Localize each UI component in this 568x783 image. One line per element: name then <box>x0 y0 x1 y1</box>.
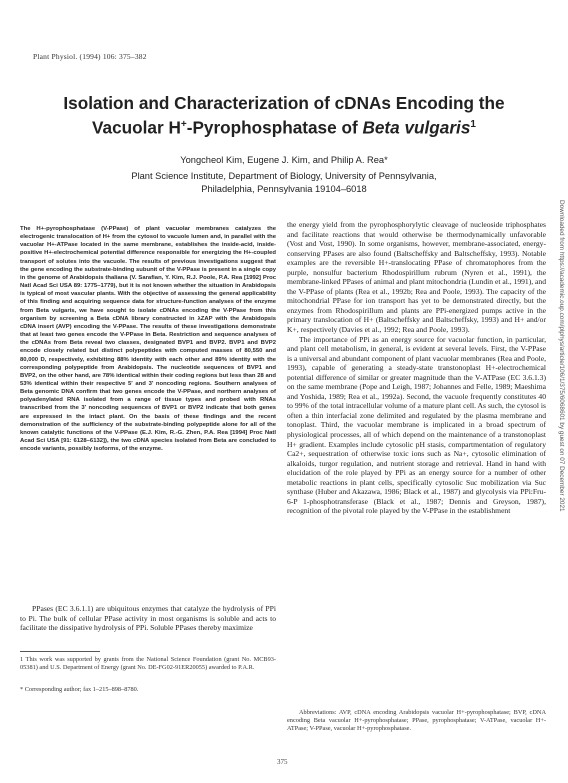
affiliation-line-2: Philadelphia, Pennsylvania 19104–6018 <box>201 184 367 194</box>
right-column <box>287 220 546 516</box>
title-part: -Pyrophosphatase of <box>186 117 363 138</box>
title-footnote-mark: 1 <box>470 119 476 130</box>
title-species: Beta vulgaris <box>362 117 471 138</box>
footnote-rule <box>20 651 100 652</box>
title-part: Vacuolar H <box>92 117 181 138</box>
title-line-1: Isolation and Characterization of cDNAs Encoding the <box>63 93 505 113</box>
right-para-2: The importance of PPi as an energy source for vacuolar function, in particular, and plant cell metabolism, in general, is evident at several levels. First, the V-PPase is a universal and abundant component of plant vacuolar membranes (Rea and Poole, 1993), capable of generating a steady-state transtonoplast H+-electrochemical potential difference of similar or greater magnitude than the V-ATPase (EC 3.6.1.3) on the same membrane (Pope and Leigh, 1987; Johannes and Felle, 1989; Maeshima and Yoshida, 1989; Rea et al., 1992a). Second, the vacuole frequently constitutes 40 to 99% of the total intracellular volume of a mature plant cell. As such, the cytosol is often a thin interfacial zone delimited and regulated by the plasma membrane and tonoplast. Third, the vacuolar membrane is implicated in a broad spectrum of physiological processes, all of which depend on the maintenance of a transtonoplast H+ gradient. Examples include cytosolic pH stasis, compartmentation of regulatory Ca2+, sequestration of otherwise toxic ions such as Na+, cytosolic elimination of alkaloids, turgor regulation, and nutrient storage and retrieval. Hand in hand with elucidation of the role played by PPi as an energy source for a number of other metabolic reactions in plant cells, specifically cytosolic Suc mobilization via Suc synthase (Huber and Akazawa, 1986; Black et al., 1987) and glycolysis via PPi:Fru-6-P 1-phosphotransferase (Black et al., 1987; Dennis and Greyson, 1987), recognition of the pivotal role played by the V-PPase in the establishment <box>287 334 546 516</box>
page-number: 375 <box>277 758 288 766</box>
footnote-funding: 1 This work was supported by grants from the National Science Foundation (grant No. MCB93-05381) and U.S. Department of Energy (grant No. DE-FG02-91ER20055) awarded to P.A.R. <box>20 656 276 672</box>
intro-paragraph: PPases (EC 3.6.1.1) are ubiquitous enzymes that catalyze the hydrolysis of PPi to Pi. The bulk of cellular PPase activity in most organisms is soluble and acts to facilitate the dissipative hydrolysis of PPi. Soluble PPases thereby maximize <box>20 604 276 633</box>
affiliation <box>20 170 548 196</box>
footnote-corresponding: * Corresponding author; fax 1–215–898–8780. <box>20 686 139 693</box>
right-para-1: the energy yield from the pyrophosphorylytic cleavage of nucleoside triphosphates and facilitate reactions that would otherwise be thermodynamically unfavorable (Vost and Vost, 1990). In some organisms, however, membrane-associated, energy-conserving PPases are also found (Baltscheffsky and Baltscheffsky, 1993). Notable examples are the reversible H+-translocating PPase of chromatophores from the purple, nonsulfur bacterium Rhodospirillum rubrum (Nyren et al., 1991), the membrane-linked PPases of animal and plant mitochondria (Lundin et al., 1991), and the V-PPase of plants (Rea et al., 1992b; Rea and Poole, 1993). The capacity of the mitochondrial PPase for ion transport has yet to be demonstrated directly, but the enzymes from Rhodospirillum and plants are PPi-energized pumps active in the primary translocation of H+ (Baltscheffsky and Baltscheffsky, 1993) and H+ and/or K+, respectively (Davies et al., 1992; Rea and Poole, 1993). <box>287 220 546 335</box>
title-line-2 <box>20 114 548 139</box>
running-head: Plant Physiol. (1994) 106: 375–382 <box>33 52 147 61</box>
download-watermark <box>557 200 567 740</box>
download-watermark-text: Downloaded from https://academic.oup.com/plphys/article/106/1/375/6068601 by guest on 07 December 2021 <box>558 200 565 512</box>
abstract: The H+-pyrophosphatase (V-PPase) of plant vacuolar membranes catalyzes the electrogenic translocation of H+ from the cytosol to vacuole lumen and, in parallel with the vacuolar H+-ATPase located in the same membrane, establishes the inside-acid, inside-positive H+-electrochemical potential difference responsible for energizing the H+-coupled transport of solutes into the vacuole. The results of previous investigations suggest that the gene encoding the substrate-binding subunit of the V-PPase is present in a single copy in the genome of Arabidopsis thaliana (V. Sarafian, Y. Kim, R.J. Poole, P.A. Rea [1992] Proc Natl Acad Sci USA 89: 1775–1779), but it is not known whether the situation in Arabidopsis is typical of most vascular plants. With the objective of assessing the general applicability of this finding and acquiring sequence data for structure-function analyses of the enzyme from Beta vulgaris, we have sought to isolate cDNAs encoding the V-PPase from this organism by screening a Beta cDNA library constructed in λZAP with the Arabidopsis cDNA insert (AVP) encoding the V-PPase. The results of these investigations demonstrate that at least two genes encode the V-PPase in Beta. Restriction and sequence analyses of the cDNAs from Beta reveal two classes, designated BVP1 and BVP2. BVP1 and BVP2 encode closely related but distinct polypeptides with computed masses of 80,550 and 80,000 D, respectively, exhibiting 88% identity with each other and 89% identity with the corresponding polypeptide from Arabidopsis. The nucleotide sequences of BVP1 and BVP2, on the other hand, are 78% identical within their coding regions but less than 28 and 53% identical within their respective 5′ and 3′ noncoding regions. Southern analyses of Beta genomic DNA confirm that two genes encode the V-PPase, and northern analyses of polyadenylated RNA isolated from a range of tissue types and probed with RNAs transcribed from the 3′ noncoding sequences of BVP1 or BVP2 indicate that both genes are expressed in the intact plant. On the basis of these findings and the recent demonstration of the sufficiency of the substrate-binding polypeptide alone for all of the known catalytic functions of the V-PPase (E.J. Kim, R.-G. Zhen, P.A. Rea [1994] Proc Natl Acad Sci USA [91: 6128–6132]), the two cDNA species isolated from Beta are concluded to encode variants, possibly isoforms, of the enzyme. <box>20 226 276 453</box>
affiliation-line-1: Plant Science Institute, Department of Biology, University of Pennsylvania, <box>131 171 437 181</box>
abbreviations: Abbreviations: AVP, cDNA encoding Arabidopsis vacuolar H+-pyrophosphatase; BVP, cDNA encoding Beta vacuolar H+-pyrophosphatase; PPase, pyrophosphatase; V-ATPase, vacuolar H+-ATPase; V-PPase, vacuolar H+-pyrophosphatase. <box>287 709 546 733</box>
title-superscript: + <box>180 119 187 130</box>
article-title <box>20 93 548 139</box>
authors: Yongcheol Kim, Eugene J. Kim, and Philip A. Rea* <box>180 155 388 165</box>
